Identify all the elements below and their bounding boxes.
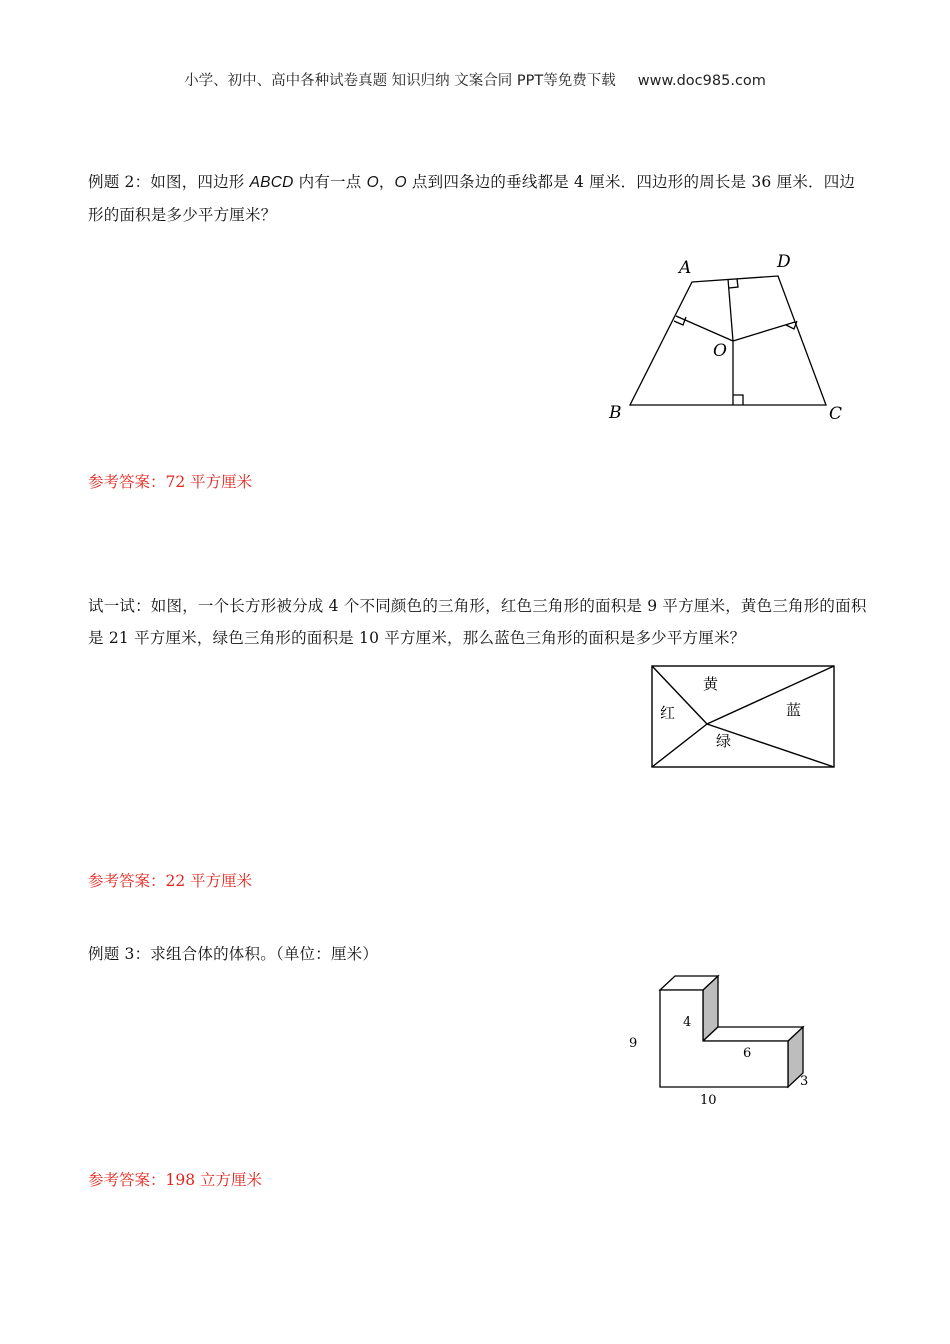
quadrilateral-abcd [630, 276, 826, 405]
dim-6: 6 [743, 1046, 752, 1061]
header-text: 小学、初中、高中各种试卷真题 知识归纳 文案合同 PPT等免费下载 [184, 73, 616, 89]
outer-rectangle [652, 666, 834, 767]
example2-question [88, 166, 868, 231]
diag-bl-p [652, 724, 707, 767]
dim-4: 4 [683, 1015, 692, 1030]
dim-9: 9 [629, 1036, 638, 1051]
try-answer: 参考答案：22 平方厘米 [88, 872, 253, 890]
perp-odc [733, 322, 795, 341]
diag-tr-p [707, 666, 834, 724]
try-question: 试一试：如图，一个长方形被分成 4 个不同颜色的三角形，红色三角形的面积是 9 平方厘米，黄色三角形的面积是 21 平方厘米，绿色三角形的面积是 10 平方厘米，那么蓝色三角形的面积是多少平方厘米？ [88, 597, 867, 647]
label-blue: 蓝 [786, 701, 802, 719]
label-red: 红 [660, 704, 676, 722]
top-face-low [703, 1027, 803, 1041]
example2-abcd: ABCD [249, 174, 294, 191]
label-c: C [829, 404, 843, 424]
example3-answer: 参考答案：198 立方厘米 [88, 1171, 263, 1189]
label-yellow: 黄 [703, 675, 719, 693]
dim-3: 3 [800, 1074, 809, 1089]
example3-question: 例题 3：求组合体的体积。（单位：厘米） [88, 945, 379, 963]
page-header [0, 69, 950, 90]
example2-answer: 参考答案：72 平方厘米 [88, 473, 253, 491]
rectangle-triangles-figure [645, 660, 845, 775]
quadrilateral-figure [600, 250, 860, 430]
label-a: A [679, 258, 692, 278]
label-o: O [713, 341, 727, 361]
example2-text-3: ， [378, 173, 395, 191]
example2-text-1: 如图，四边形 [150, 173, 250, 191]
example2-label: 例题 2： [88, 173, 151, 191]
example2-o2: O [394, 174, 407, 191]
label-b: B [609, 403, 622, 423]
composite-solid-figure [620, 970, 820, 1110]
label-green: 绿 [716, 732, 732, 750]
example2-text-2: 内有一点 [293, 173, 367, 191]
example2-o1: O [366, 174, 379, 191]
dim-10: 10 [700, 1093, 717, 1108]
right-angle-ad [729, 279, 738, 288]
right-angle-bc [733, 395, 743, 405]
header-url[interactable]: www.doc985.com [637, 73, 766, 89]
example2-text-4: 点到四条边的垂线都是 4 厘米．四边形的周长是 36 厘米．四边形的面积是多少平方厘米？ [88, 173, 856, 224]
label-d: D [777, 252, 791, 272]
